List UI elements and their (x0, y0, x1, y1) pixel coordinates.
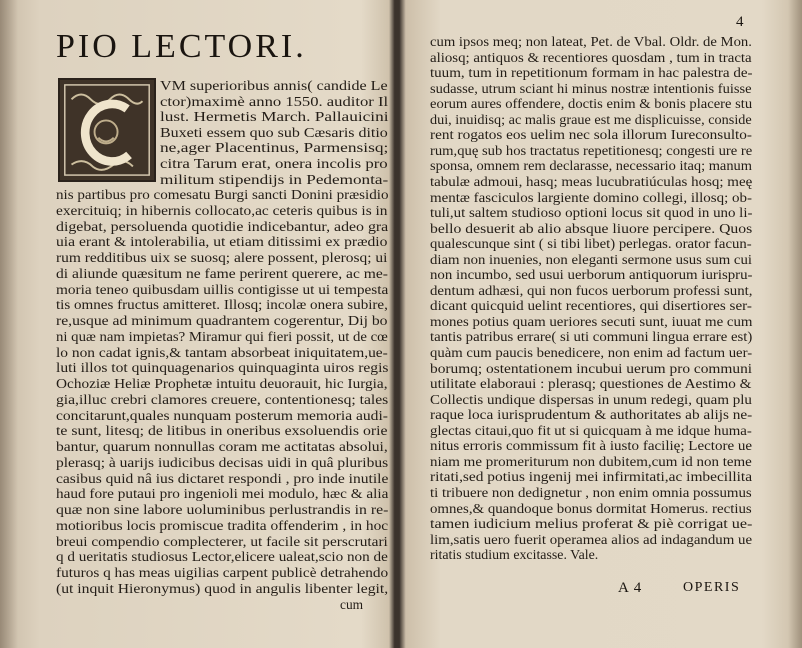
text-line: niam me promeriturum non dubitem,cum id non teme (430, 453, 752, 469)
text-line: eorum aures offendere, doctis enim & bonis placere stu (430, 96, 753, 112)
text-line: plerasq; à uarijs iudicibus decisas uidi in quâ pluribus (56, 454, 389, 470)
text-line: digebat, persoluenda quotidie indicebantur, adeo gra (56, 218, 389, 234)
text-line: nis partibus pro comesatu Burgi sancti Donini præsidio (56, 187, 389, 202)
text-line: re,usque ad minimum quadrantem cogerentur, Dij bo (56, 313, 388, 328)
text-line: diam non inuenies, non eleganti sermone usus sum cui (430, 251, 752, 267)
text-line: tantis patribus errare( si uti communi lingua errare est) (430, 329, 753, 345)
text-line: tabulæ admoui, hasq; meas lucubratiúculas hosq; meę (430, 173, 753, 189)
text-line: casibus quid nâ ius dictaret respondi , pro inde inutile (56, 470, 389, 486)
text-line: concitarunt,quales nunquam posterum memoria audi- (56, 407, 388, 423)
text-line: qualescunque sint ( si tibi libet) perlegas. orator facun- (430, 236, 752, 252)
text-line: aliosq; antiquos & recentiores quosdam , tum in tracta (430, 49, 752, 65)
text-line: q d ueritatis studiosus Lector,elicere ualeat,scio non de (56, 549, 388, 565)
text-line: Buxeti essem quo sub Cæsaris ditio (160, 124, 388, 140)
left-page (0, 0, 392, 648)
text-line: tamen iudicium melius proferat & piè corrigat ue- (430, 516, 753, 532)
text-line: gia,illuc crebri clamores creuere, contentionesq; tales (56, 391, 389, 407)
text-line: militum stipendijs in Pedemonta- (160, 171, 389, 187)
text-line: quàm cum paucis benedicere, non enim ad factum uer- (430, 345, 753, 360)
text-line: ritati,sed potius ingenij mei infirmitati,ac imbecillita (430, 469, 753, 485)
text-line: tuli,ut saltem studioso optioni locus sit quod in uno li- (430, 205, 753, 221)
signature-mark: A 4 (618, 580, 643, 596)
text-line: motioribus locis promiscue tradita offenderim , in hoc (56, 517, 389, 533)
text-line: VM superioribus annis( candide Le (160, 78, 388, 93)
text-line: luti illos tot quinquagenarios quinquaginta uiros regis (56, 360, 389, 376)
text-line: futuros q has meas uigilias carpent publicè detrahendo (56, 565, 389, 580)
text-line: tuum, tum in repetitionum formam in hac palestra de- (430, 65, 753, 81)
text-line: moria teneo quibusdam uillis contigisse ut ui tempesta (56, 281, 389, 297)
text-line: non incumbo, sed usui uerborum antiquorum iurispru- (430, 267, 753, 283)
text-line: uia erant & intolerabilia, ut etiam ditissimi ex prædio (56, 234, 388, 250)
text-line: (ut inquit Hieronymus) quod in angulis libenter legit, (56, 580, 389, 596)
text-line: glectas citaui,quo fit ut si quicquam à me idque huma- (430, 422, 752, 438)
text-line: nitus erroris commissum fit à iusto facilię; Lectore ue (430, 438, 753, 454)
text-line: di aliunde quæsitum ne fame perirent querere, ac me- (56, 265, 388, 281)
text-line: mentæ fasciculos largiente domino collegi, illosq; ob- (430, 189, 752, 205)
text-line: te sunt, litesq; de litibus in oneribus exsoluendis orie (56, 423, 388, 439)
text-line: ne,ager Placentinus, Parmensisq; (160, 140, 389, 156)
text-line: sudasse, utrum sciant hi minus nostræ intentionis fuisse (430, 80, 752, 96)
text-line: exercituiq; in hibernis collocato,ac ceteris quibus is in (56, 202, 388, 218)
text-line: cum ipsos meq; non lateat, Pet. de Vbal. Oldr. de Mon. (430, 34, 752, 49)
text-line: rum redditibus uix se suosq; alere possent, plerosq; ui (56, 250, 388, 265)
page-edge-shadow (788, 0, 802, 648)
text-line: rent rogatos eos uelim nec sola illorum Iureconsulto- (430, 127, 752, 143)
text-line: citra Tarum erat, onera incolis pro (160, 156, 388, 171)
page-heading: PIO LECTORI. (56, 28, 307, 65)
text-line: ritatis studium excitasse. Vale. (430, 547, 599, 563)
decorated-initial-icon (58, 78, 156, 182)
text-line: sponsa, omnem rem declarasse, necessario itaq; manum (430, 158, 752, 174)
text-line: breui compendio complecterer, ut facile sit perscrutari (56, 533, 388, 549)
text-line: ti tribuere non dedignetur , non enim omnia possumus (430, 484, 752, 500)
text-line: Collectis undique dispersas in unum redegi, quam plu (430, 391, 752, 407)
text-line: haud fore putaui pro ingenioli mei modulo, hæc & alia (56, 486, 389, 502)
text-line: tis omnes fructus amitteret. Illosq; incolæ onera subire, (56, 297, 388, 313)
text-line: quæ non sine labore uoluminibus perlustrandis in re- (56, 502, 389, 517)
text-line: bello desuerit ab alio absque liuore percipere. Quos (430, 220, 753, 236)
text-line: lo non cadat ignis,& tantam absorbeat iniquitatem,ue- (56, 344, 388, 360)
text-line: dentum adhæsi, qui non fucos uerborum professi sunt, (430, 282, 753, 298)
right-page (402, 0, 802, 648)
text-line: cum (340, 596, 364, 612)
text-line: raque loca iurisprudentum & authoritates ab alijs ne- (430, 407, 753, 423)
text-line: borumq; ostentationem incubui uerum pro communi (430, 360, 753, 376)
page-edge-shadow (0, 0, 18, 648)
text-line: Ochoziæ Heliæ Prophetæ intuitu deuorauit, hic Iurgia, (56, 376, 388, 391)
text-line: lust. Hermetis March. Pallauicini (160, 109, 389, 125)
text-line: ni quæ nam impietas? Miramur qui fieri possit, ut de cœ (56, 328, 388, 344)
text-line: bantur, quarum nonnullas coram me actitatas absolui, (56, 439, 388, 454)
text-line: lim,satis uero fuerit operamea alios ad indagandum ue (430, 531, 753, 547)
text-line: dui, inuidisq; ac malis graue est me displicuisse, conside (430, 111, 752, 127)
text-line: omnes,& quandoque bonus dormitat Homerus. rectius (430, 500, 752, 516)
folio-number: 4 (736, 14, 744, 30)
text-line: utilitate elaboraui : plerasq; questiones de Aestimo & (430, 376, 752, 392)
text-line: dicant quicquid uelint recentiores, qui disertiores ser- (430, 298, 752, 314)
text-line: ctor)maximè anno 1550. auditor Il (160, 93, 389, 109)
catchword: OPERIS (683, 580, 741, 595)
text-line: rum,quę sub hos tractatus repetitionesq; congesti ure re (430, 142, 753, 158)
text-line: mones potius quam ueriores secuti sunt, iuuat me cum (430, 313, 753, 329)
